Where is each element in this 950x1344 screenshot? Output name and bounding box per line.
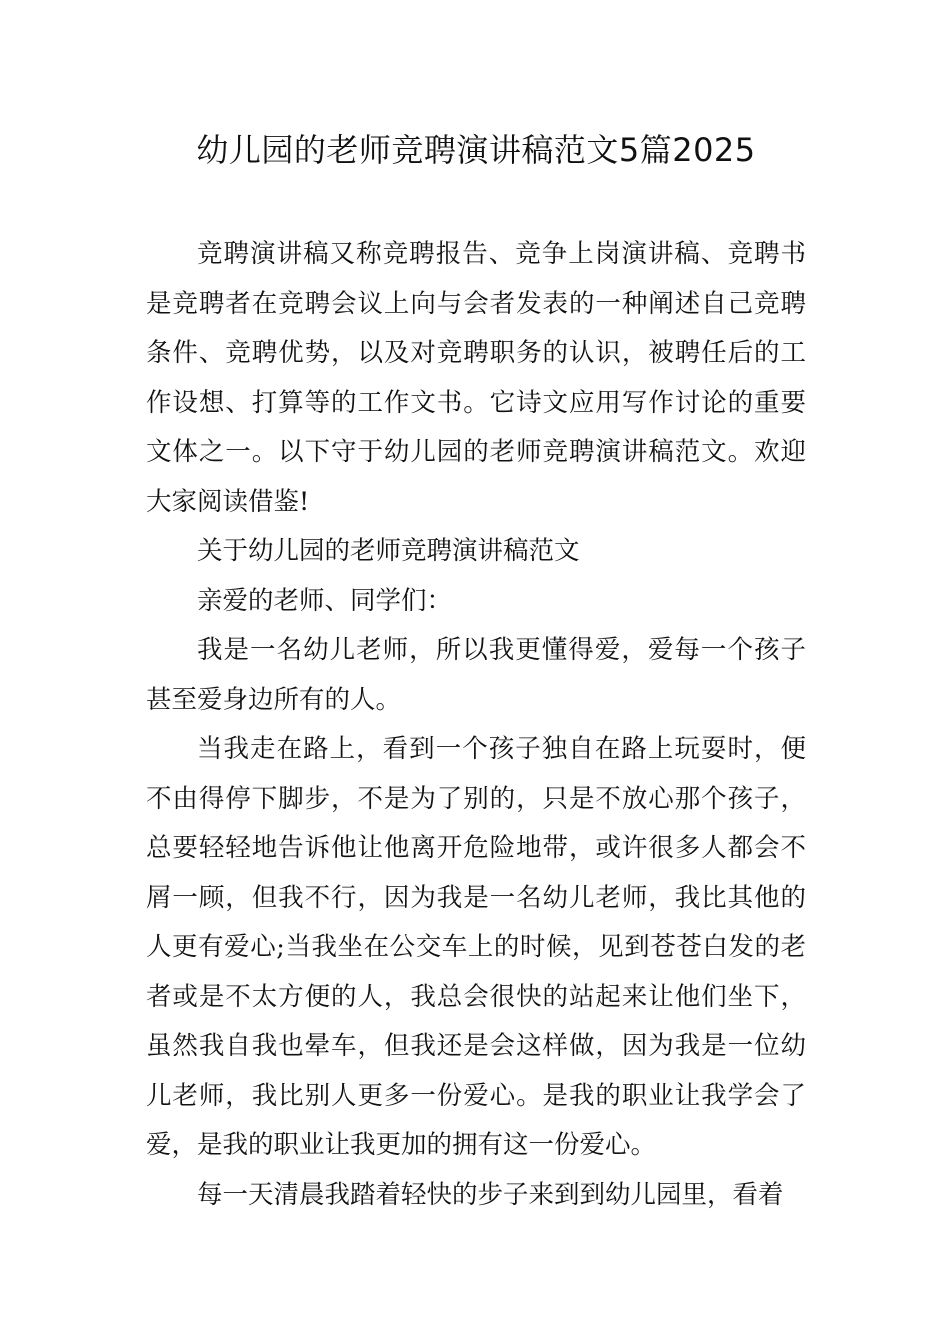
paragraph-body-3: 每一天清晨我踏着轻快的步子来到到幼儿园里，看着 bbox=[197, 1179, 784, 1210]
paragraph-salutation: 亲爱的老师、同学们： bbox=[197, 585, 453, 616]
paragraph-intro: 竞聘演讲稿又称竞聘报告、竞争上岗演讲稿、竞聘书是竞聘者在竞聘会议上向与会者发表的一种阐述自己竞聘条件、竞聘优势，以及对竞聘职务的认识，被聘任后的工作设想、打算等的工作文书。它诗文应用写作讨论的重要文体之一。以下守于幼儿园的老师竞聘演讲稿范文。欢迎大家阅读借鉴! bbox=[146, 239, 806, 517]
document-body bbox=[146, 230, 806, 1220]
paragraph-body-1: 我是一名幼儿老师，所以我更懂得爱，爱每一个孩子甚至爱身边所有的人。 bbox=[146, 635, 806, 715]
paragraph-body-2: 当我走在路上，看到一个孩子独自在路上玩耍时，便不由得停下脚步，不是为了别的，只是不放心那个孩子，总要轻轻地告诉他让他离开危险地带，或许很多人都会不屑一顾，但我不行，因为我是一名幼儿老师，我比其他的人更有爱心;当我坐在公交车上的时候，见到苍苍白发的老者或是不太方便的人，我总会很快的站起来让他们坐下，虽然我自我也晕车，但我还是会这样做，因为我是一位幼儿老师，我比别人更多一份爱心。是我的职业让我学会了爱，是我的职业让我更加的拥有这一份爱心。 bbox=[146, 734, 806, 1160]
paragraph-section-heading: 关于幼儿园的老师竞聘演讲稿范文 bbox=[197, 536, 580, 566]
document-title: 幼儿园的老师竞聘演讲稿范文5篇2025 bbox=[196, 131, 756, 169]
